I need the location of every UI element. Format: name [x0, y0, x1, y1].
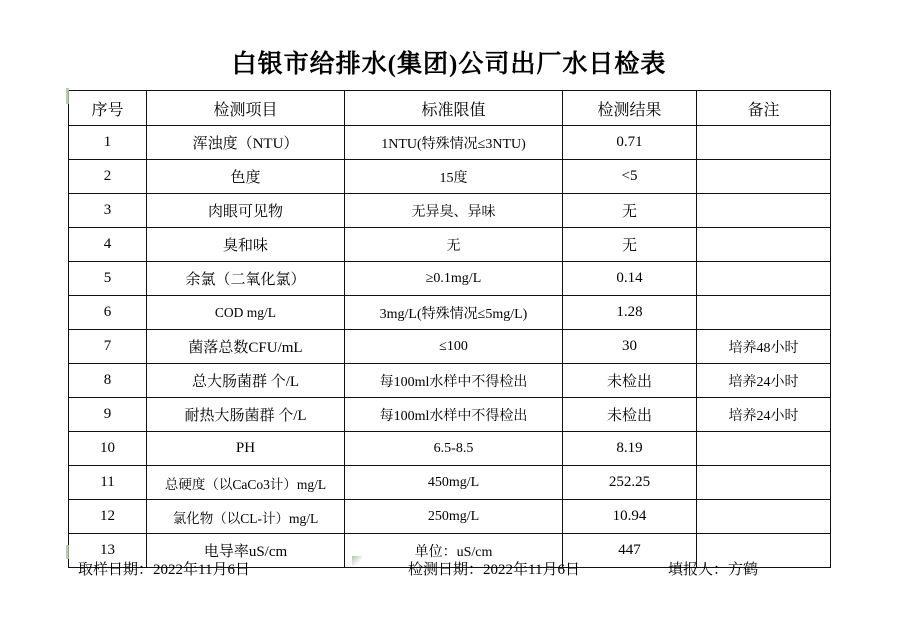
cell-std: 6.5-8.5	[345, 432, 563, 466]
cell-note: 培养24小时	[697, 364, 831, 398]
cell-item: 总大肠菌群 个/L	[147, 364, 345, 398]
column-header-note: 备注	[697, 91, 831, 126]
cell-item: 肉眼可见物	[147, 194, 345, 228]
cell-item: 总硬度（以CaCo3计）mg/L	[147, 466, 345, 500]
cell-no: 12	[69, 500, 147, 534]
cell-no: 5	[69, 262, 147, 296]
cell-note	[697, 228, 831, 262]
inspection-table	[68, 90, 831, 568]
cell-result: 无	[563, 228, 697, 262]
table-row	[69, 500, 831, 534]
inspection-table-wrapper	[68, 90, 830, 568]
cell-no: 13	[69, 534, 147, 568]
cell-no: 8	[69, 364, 147, 398]
table-row	[69, 330, 831, 364]
cell-no: 10	[69, 432, 147, 466]
cell-no: 3	[69, 194, 147, 228]
cell-no: 11	[69, 466, 147, 500]
cell-std: 无异臭、异味	[345, 194, 563, 228]
cell-std: 每100ml水样中不得检出	[345, 398, 563, 432]
cell-item: COD mg/L	[147, 296, 345, 330]
cell-no: 1	[69, 126, 147, 160]
cell-note	[697, 126, 831, 160]
cell-std: ≤100	[345, 330, 563, 364]
cell-note	[697, 160, 831, 194]
cell-result: 0.71	[563, 126, 697, 160]
cell-result: 8.19	[563, 432, 697, 466]
cell-item: 菌落总数CFU/mL	[147, 330, 345, 364]
cell-std: 1NTU(特殊情况≤3NTU)	[345, 126, 563, 160]
table-row	[69, 364, 831, 398]
cell-note	[697, 466, 831, 500]
cell-item: 臭和味	[147, 228, 345, 262]
cell-std: 250mg/L	[345, 500, 563, 534]
cell-note	[697, 432, 831, 466]
cell-item: 耐热大肠菌群 个/L	[147, 398, 345, 432]
cell-result: <5	[563, 160, 697, 194]
cell-result: 10.94	[563, 500, 697, 534]
table-row	[69, 126, 831, 160]
cell-item: PH	[147, 432, 345, 466]
cell-result: 1.28	[563, 296, 697, 330]
cell-result: 0.14	[563, 262, 697, 296]
cell-result: 未检出	[563, 398, 697, 432]
cell-result: 30	[563, 330, 697, 364]
table-row	[69, 398, 831, 432]
cell-result: 447	[563, 534, 697, 568]
filler-label: 填报人：方鹤	[668, 562, 759, 578]
cell-std: 15度	[345, 160, 563, 194]
cell-std: ≥0.1mg/L	[345, 262, 563, 296]
page-title: 白银市给排水(集团)公司出厂水日检表	[231, 51, 667, 78]
cell-no: 4	[69, 228, 147, 262]
sample-date-label: 取样日期：2022年11月6日	[78, 562, 250, 578]
cell-note: 培养24小时	[697, 398, 831, 432]
cell-std: 3mg/L(特殊情况≤5mg/L)	[345, 296, 563, 330]
cell-no: 6	[69, 296, 147, 330]
column-header-result: 检测结果	[563, 91, 697, 126]
column-header-std: 标准限值	[345, 91, 563, 126]
cell-std: 单位：uS/cm	[345, 534, 563, 568]
cell-no: 2	[69, 160, 147, 194]
cell-item: 电导率uS/cm	[147, 534, 345, 568]
test-date-label: 检测日期：2022年11月6日	[408, 562, 580, 578]
table-header-row	[69, 91, 831, 126]
cell-std: 450mg/L	[345, 466, 563, 500]
table-row	[69, 296, 831, 330]
cell-result: 未检出	[563, 364, 697, 398]
cell-item: 色度	[147, 160, 345, 194]
cell-std: 每100ml水样中不得检出	[345, 364, 563, 398]
scan-artifact-left	[66, 88, 69, 104]
cell-note: 培养48小时	[697, 330, 831, 364]
cell-note	[697, 500, 831, 534]
table-row	[69, 466, 831, 500]
cell-note	[697, 194, 831, 228]
cell-item: 浑浊度（NTU）	[147, 126, 345, 160]
column-header-item: 检测项目	[147, 91, 345, 126]
scan-artifact-left-2	[66, 545, 69, 559]
cell-no: 9	[69, 398, 147, 432]
cell-item: 余氯（二氧化氯）	[147, 262, 345, 296]
column-header-no: 序号	[69, 91, 147, 126]
scan-artifact-center	[352, 556, 362, 566]
table-row	[69, 228, 831, 262]
cell-result: 252.25	[563, 466, 697, 500]
cell-result: 无	[563, 194, 697, 228]
table-row	[69, 432, 831, 466]
cell-note	[697, 296, 831, 330]
table-row	[69, 194, 831, 228]
cell-note	[697, 262, 831, 296]
cell-item: 氯化物（以CL-计）mg/L	[147, 500, 345, 534]
table-row	[69, 160, 831, 194]
cell-no: 7	[69, 330, 147, 364]
table-row	[69, 262, 831, 296]
cell-std: 无	[345, 228, 563, 262]
